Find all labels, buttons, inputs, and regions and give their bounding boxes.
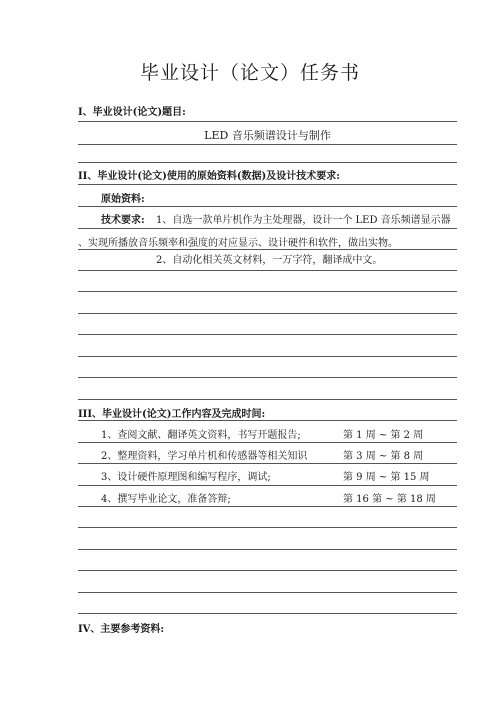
rule-line: [78, 144, 457, 145]
rule-line: [78, 420, 457, 421]
rule-line: [78, 249, 457, 250]
rule-line: [78, 121, 457, 122]
schedule-task: 3、设计硬件原理图和编写程序，调试;: [101, 472, 271, 483]
section-4-heading: IV、主要参考资料:: [78, 624, 165, 635]
rule-line: [78, 334, 457, 335]
rule-line: [78, 356, 457, 357]
schedule-time: 第 3 周 ~ 第 8 周: [343, 451, 424, 462]
rule-line: [78, 291, 457, 292]
thesis-topic: LED 音乐频谱设计与制作: [204, 129, 331, 142]
requirement-2: 2、自动化相关英文材料，一万字符，翻译成中文。: [156, 255, 383, 266]
rule-line: [78, 206, 457, 207]
rule-line: [78, 399, 457, 400]
tech-requirements-label: 技术要求:: [101, 215, 145, 226]
rule-line: [78, 228, 457, 229]
requirement-1b: 、实现所播放音乐频率和强度的对应显示、设计硬件和软件，做出实物。: [78, 238, 398, 249]
requirement-1a: 1、自选一款单片机作为主处理器，设计一个 LED 音乐频谱显示器: [156, 215, 451, 226]
schedule-time: 第 16 第 ~ 第 18 周: [343, 494, 436, 505]
schedule-time: 第 1 周 ~ 第 2 周: [343, 430, 424, 441]
rule-line: [78, 506, 457, 507]
rule-line: [78, 570, 457, 571]
rule-line: [78, 442, 457, 443]
section-1-heading: I、毕业设计(论文)题目:: [78, 107, 186, 118]
section-2-heading: II、毕业设计(论文)使用的原始资料(数据)及设计技术要求:: [78, 171, 340, 182]
rule-line: [78, 184, 457, 185]
schedule-time: 第 9 周 ~ 第 15 周: [343, 472, 430, 483]
rule-line: [78, 592, 457, 593]
rule-line: [78, 549, 457, 550]
rule-line: [78, 270, 457, 271]
document-title: 毕业设计（论文）任务书: [139, 62, 360, 84]
rule-line: [78, 527, 457, 528]
section-3-heading: III、毕业设计(论文)工作内容及完成时间:: [78, 409, 266, 420]
rule-line: [78, 485, 457, 486]
rule-line: [78, 463, 457, 464]
rule-line: [78, 613, 457, 614]
rule-line: [78, 162, 457, 163]
schedule-task: 2、整理资料，学习单片机和传感器等相关知识: [101, 451, 308, 462]
rule-line: [78, 313, 457, 314]
schedule-task: 1、查阅文献、翻译英文资料，书写开题报告;: [101, 430, 301, 441]
raw-materials-label: 原始资料:: [101, 194, 145, 205]
schedule-task: 4、撰写毕业论文，准备答辩;: [101, 494, 231, 505]
rule-line: [78, 377, 457, 378]
